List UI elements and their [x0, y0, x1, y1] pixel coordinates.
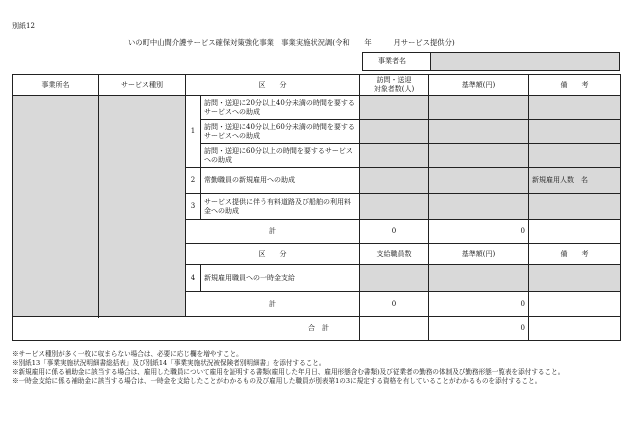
- grand-total-amount: 0: [429, 317, 529, 341]
- subtotal2-staff: 0: [360, 292, 429, 317]
- row1b-label: 訪問・送迎に40分以上60分未満の時間を要するサービスへの助成: [201, 120, 360, 144]
- notes: [12, 350, 620, 386]
- row2-remarks-field[interactable]: 新規雇用人数 名: [529, 168, 621, 194]
- row1c-amount-field[interactable]: [429, 144, 529, 168]
- row1c-remarks-field[interactable]: [529, 144, 621, 168]
- subtotal2-amount: 0: [429, 292, 529, 317]
- service-type-field[interactable]: [99, 96, 186, 317]
- subtotal1-remarks: [529, 220, 621, 244]
- office-name-field[interactable]: [13, 96, 99, 317]
- row3-remarks-field[interactable]: [529, 194, 621, 220]
- header2-remarks: 備 考: [529, 244, 621, 265]
- note-3: ※新規雇用に係る補助金に該当する場合は、雇用した職員について雇用を証明する書類(雇用した年月日、雇用形態含む書類)及び従業者の勤務の体制及び勤務形態一覧表を添付すること。: [12, 368, 565, 376]
- row2-label: 常勤職員の新規雇用への助成: [201, 168, 360, 194]
- header-service-type: サービス種別: [99, 75, 186, 96]
- subtotal1-visitors: 0: [360, 220, 429, 244]
- business-name-field[interactable]: [430, 52, 620, 71]
- grand-total-label: 合 計: [13, 317, 360, 341]
- row1a-amount-field[interactable]: [429, 96, 529, 120]
- row3-label: サービス提供に伴う有料道路及び船舶の利用料金への助成: [201, 194, 360, 220]
- doc-reference: 別紙12: [12, 22, 35, 30]
- header-remarks: 備 考: [529, 75, 621, 96]
- row1b-remarks-field[interactable]: [529, 120, 621, 144]
- row3-number: 3: [186, 194, 201, 220]
- header2-base-amount: 基準額(円): [429, 244, 529, 265]
- note-2: ※別紙13「事業実施状況明細書総括表」及び別紙14「事業実施状況被保険者別明細書」を添付すること。: [12, 359, 326, 367]
- subtotal2-label: 計: [186, 292, 360, 317]
- row1a-label: 訪問・送迎に20分以上40分未満の時間を要するサービスへの助成: [201, 96, 360, 120]
- row3-visitors-field[interactable]: [360, 194, 429, 220]
- row1c-label: 訪問・送迎に60分以上の時間を要するサービスへの助成: [201, 144, 360, 168]
- page-title: いの町中山間介護サービス確保対策強化事業 事業実施状況調(令和 年 月サービス提供分): [128, 38, 455, 47]
- row1a-visitors-field[interactable]: [360, 96, 429, 120]
- grand-total-remarks: [529, 317, 621, 341]
- row1b-amount-field[interactable]: [429, 120, 529, 144]
- report-table: [12, 74, 621, 341]
- row2-number: 2: [186, 168, 201, 194]
- row4-label: 新規雇用職員への一時金支給: [201, 265, 360, 292]
- header-base-amount: 基準額(円): [429, 75, 529, 96]
- note-4: ※一時金支給に係る補助金に該当する場合は、一時金を支給したことがわかるもの及び雇用した職員が別表第1の3に規定する資格を有していることがわかるものを添付すること。: [12, 377, 542, 385]
- row4-staff-field[interactable]: [360, 265, 429, 292]
- row1-number: 1: [186, 96, 201, 168]
- subtotal1-amount: 0: [429, 220, 529, 244]
- row4-remarks-field[interactable]: [529, 265, 621, 292]
- row1a-remarks-field[interactable]: [529, 96, 621, 120]
- grand-total-spacer: [360, 317, 429, 341]
- subtotal1-label: 計: [186, 220, 360, 244]
- note-1: ※サービス種別が多く一枚に収まらない場合は、必要に応じ欄を増やすこと。: [12, 350, 243, 358]
- header-visitors: 訪問・送迎 対象者数(人): [360, 75, 429, 96]
- row2-amount-field[interactable]: [429, 168, 529, 194]
- row4-number: 4: [186, 265, 201, 292]
- header-office: 事業所名: [13, 75, 99, 96]
- header2-staff: 支給職員数: [360, 244, 429, 265]
- header-category: 区 分: [186, 75, 360, 96]
- row4-amount-field[interactable]: [429, 265, 529, 292]
- row1c-visitors-field[interactable]: [360, 144, 429, 168]
- business-label: 事業者名: [378, 57, 406, 65]
- row2-visitors-field[interactable]: [360, 168, 429, 194]
- header2-category: 区 分: [186, 244, 360, 265]
- row1b-visitors-field[interactable]: [360, 120, 429, 144]
- subtotal2-remarks: [529, 292, 621, 317]
- row3-amount-field[interactable]: [429, 194, 529, 220]
